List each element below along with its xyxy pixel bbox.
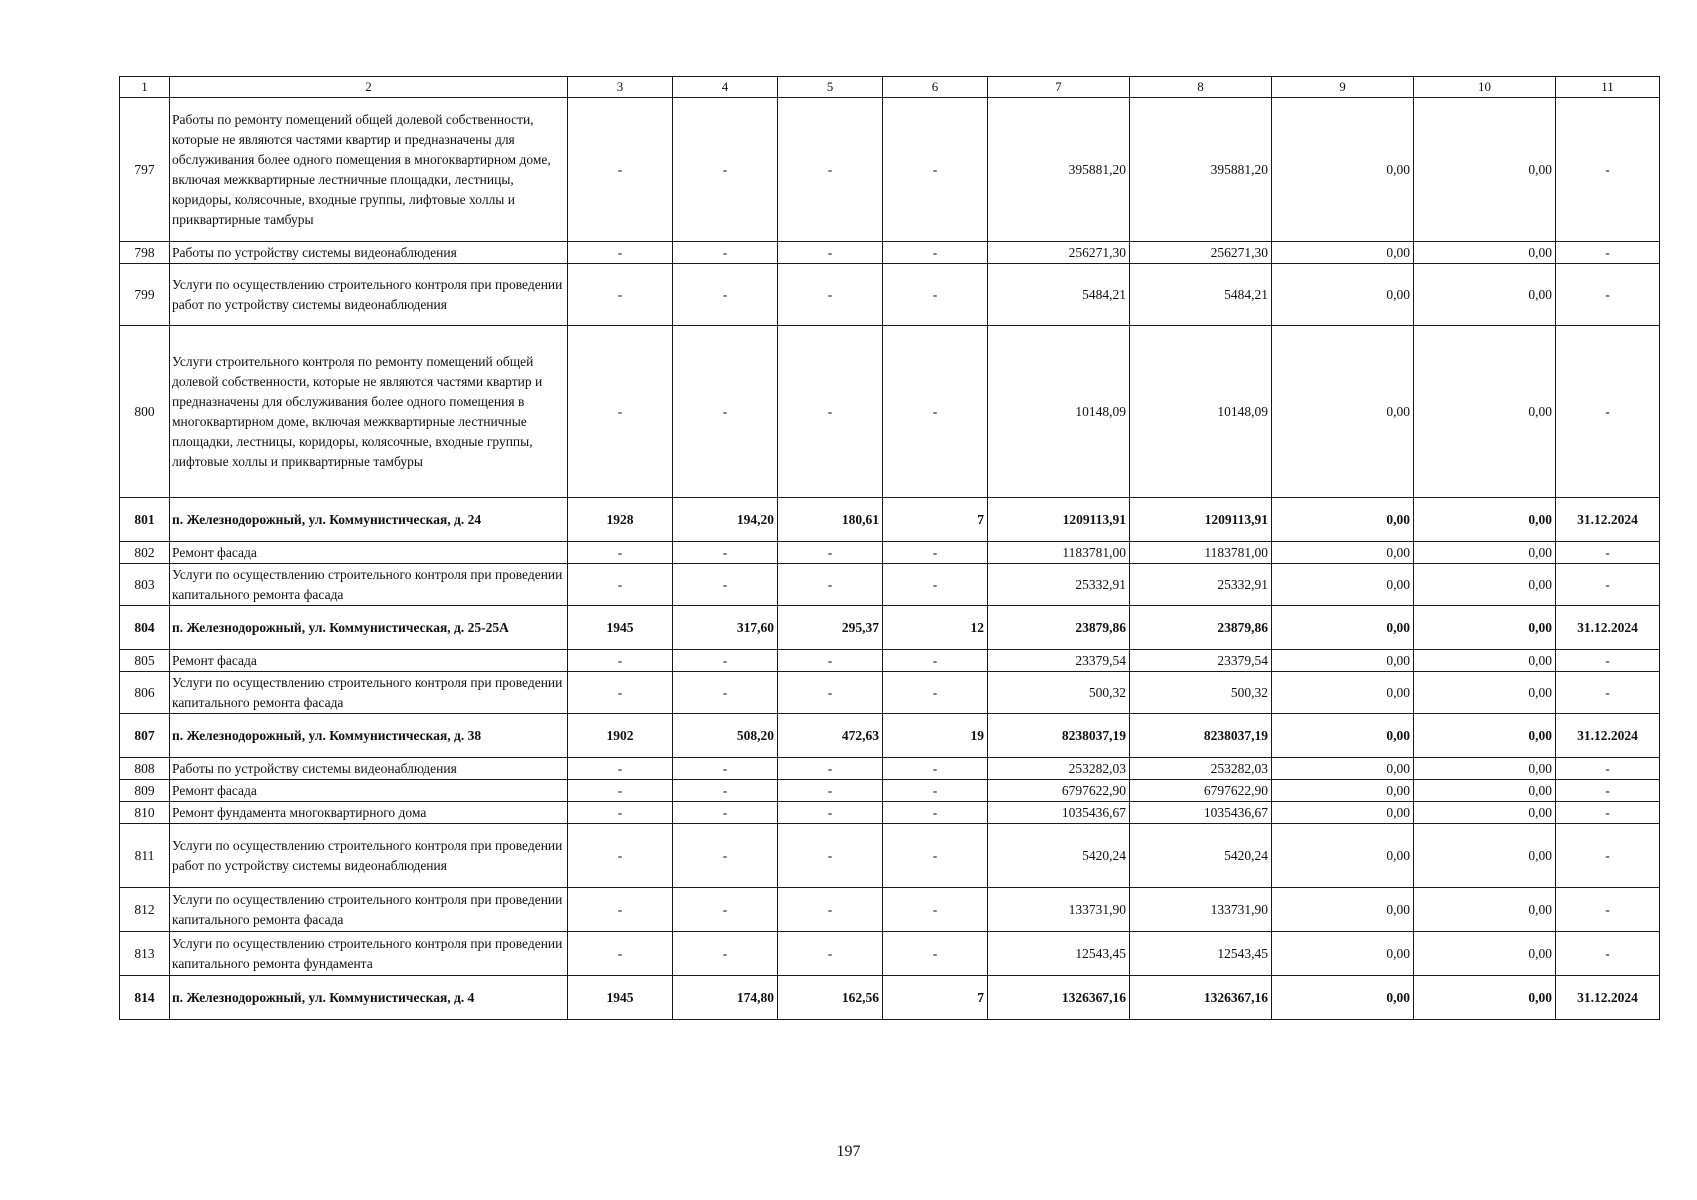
row-number: 809 [120, 780, 170, 802]
cell-col6: - [883, 650, 988, 672]
cell-col11: - [1556, 98, 1660, 242]
cell-col4: - [673, 758, 778, 780]
cell-col4: 194,20 [673, 498, 778, 542]
table-row [120, 98, 1660, 242]
column-header: 7 [988, 77, 1130, 98]
cell-col10: 0,00 [1414, 824, 1556, 888]
table-row [120, 758, 1660, 780]
address-name: п. Железнодорожный, ул. Коммунистическая, д. 25-25А [170, 606, 568, 650]
cell-col4: - [673, 242, 778, 264]
cell-col9: 0,00 [1272, 564, 1414, 606]
cell-col10: 0,00 [1414, 98, 1556, 242]
cell-col10: 0,00 [1414, 780, 1556, 802]
cell-col10: 0,00 [1414, 758, 1556, 780]
column-header: 9 [1272, 77, 1414, 98]
table-row [120, 672, 1660, 714]
cell-col8: 1183781,00 [1130, 542, 1272, 564]
address-name: п. Железнодорожный, ул. Коммунистическая, д. 4 [170, 976, 568, 1020]
row-number: 813 [120, 932, 170, 976]
cell-col6: 12 [883, 606, 988, 650]
cell-col5: - [778, 780, 883, 802]
cell-col11: - [1556, 802, 1660, 824]
cell-col7: 6797622,90 [988, 780, 1130, 802]
cell-col5: - [778, 542, 883, 564]
cell-col3: 1945 [568, 606, 673, 650]
cell-col9: 0,00 [1272, 824, 1414, 888]
cell-col7: 500,32 [988, 672, 1130, 714]
cell-col5: - [778, 758, 883, 780]
cell-col10: 0,00 [1414, 714, 1556, 758]
cell-col11: - [1556, 326, 1660, 498]
works-table [119, 76, 1660, 1020]
table-row [120, 542, 1660, 564]
cell-col7: 253282,03 [988, 758, 1130, 780]
column-header: 6 [883, 77, 988, 98]
cell-col7: 1183781,00 [988, 542, 1130, 564]
work-name: Услуги по осуществлению строительного контроля при проведении капитального ремонта фасада [170, 564, 568, 606]
cell-col9: 0,00 [1272, 758, 1414, 780]
cell-col3: - [568, 824, 673, 888]
cell-col8: 5420,24 [1130, 824, 1272, 888]
work-name: Работы по устройству системы видеонаблюдения [170, 242, 568, 264]
cell-col6: - [883, 672, 988, 714]
cell-col11: - [1556, 780, 1660, 802]
cell-col3: 1902 [568, 714, 673, 758]
cell-col11: - [1556, 242, 1660, 264]
cell-col8: 395881,20 [1130, 98, 1272, 242]
cell-col5: - [778, 824, 883, 888]
cell-col8: 10148,09 [1130, 326, 1272, 498]
cell-col9: 0,00 [1272, 326, 1414, 498]
row-number: 800 [120, 326, 170, 498]
cell-col10: 0,00 [1414, 498, 1556, 542]
cell-col7: 5484,21 [988, 264, 1130, 326]
cell-col8: 6797622,90 [1130, 780, 1272, 802]
column-header: 2 [170, 77, 568, 98]
cell-col8: 1035436,67 [1130, 802, 1272, 824]
column-number-row [120, 77, 1660, 98]
row-number: 799 [120, 264, 170, 326]
cell-col10: 0,00 [1414, 802, 1556, 824]
cell-col7: 133731,90 [988, 888, 1130, 932]
cell-col3: - [568, 242, 673, 264]
cell-col4: - [673, 888, 778, 932]
table-row [120, 650, 1660, 672]
column-header: 11 [1556, 77, 1660, 98]
column-header: 1 [120, 77, 170, 98]
column-header: 8 [1130, 77, 1272, 98]
table-row-address [120, 498, 1660, 542]
cell-col6: 19 [883, 714, 988, 758]
cell-col8: 25332,91 [1130, 564, 1272, 606]
cell-col8: 1326367,16 [1130, 976, 1272, 1020]
table-row [120, 932, 1660, 976]
cell-col3: - [568, 932, 673, 976]
page-number: 197 [836, 1143, 861, 1160]
cell-col11: 31.12.2024 [1556, 606, 1660, 650]
work-name: Услуги по осуществлению строительного контроля при проведении капитального ремонта фасада [170, 672, 568, 714]
row-number: 808 [120, 758, 170, 780]
address-name: п. Железнодорожный, ул. Коммунистическая, д. 38 [170, 714, 568, 758]
work-name: Услуги по осуществлению строительного контроля при проведении работ по устройству системы видеонаблюдения [170, 264, 568, 326]
cell-col3: - [568, 758, 673, 780]
cell-col6: - [883, 802, 988, 824]
column-header: 3 [568, 77, 673, 98]
cell-col11: - [1556, 650, 1660, 672]
cell-col6: 7 [883, 976, 988, 1020]
cell-col9: 0,00 [1272, 606, 1414, 650]
row-number: 806 [120, 672, 170, 714]
cell-col11: - [1556, 264, 1660, 326]
cell-col9: 0,00 [1272, 650, 1414, 672]
row-number: 810 [120, 802, 170, 824]
cell-col9: 0,00 [1272, 98, 1414, 242]
cell-col3: 1928 [568, 498, 673, 542]
cell-col7: 1209113,91 [988, 498, 1130, 542]
cell-col8: 23379,54 [1130, 650, 1272, 672]
cell-col9: 0,00 [1272, 672, 1414, 714]
cell-col8: 23879,86 [1130, 606, 1272, 650]
cell-col8: 133731,90 [1130, 888, 1272, 932]
work-name: Услуги строительного контроля по ремонту помещений общей долевой собственности, которые не являются частями квартир и предназначены для обслуживания более одного помещения в многоквартирном доме, включая межквартирные лестничные площадки, лестницы, коридоры, колясочные, входные группы, лифтовые холлы и приквартирные тамбуры [170, 326, 568, 498]
row-number: 804 [120, 606, 170, 650]
table-row [120, 780, 1660, 802]
cell-col10: 0,00 [1414, 242, 1556, 264]
cell-col6: - [883, 564, 988, 606]
cell-col5: 472,63 [778, 714, 883, 758]
cell-col5: - [778, 932, 883, 976]
cell-col11: - [1556, 542, 1660, 564]
cell-col5: - [778, 242, 883, 264]
cell-col6: - [883, 242, 988, 264]
cell-col9: 0,00 [1272, 498, 1414, 542]
cell-col5: 162,56 [778, 976, 883, 1020]
table-row-address [120, 606, 1660, 650]
table-row [120, 824, 1660, 888]
cell-col4: - [673, 326, 778, 498]
cell-col8: 5484,21 [1130, 264, 1272, 326]
cell-col4: 317,60 [673, 606, 778, 650]
cell-col4: - [673, 564, 778, 606]
cell-col5: - [778, 888, 883, 932]
cell-col3: - [568, 98, 673, 242]
row-number: 811 [120, 824, 170, 888]
cell-col9: 0,00 [1272, 888, 1414, 932]
cell-col8: 500,32 [1130, 672, 1272, 714]
work-name: Работы по ремонту помещений общей долевой собственности, которые не являются частями квартир и предназначены для обслуживания более одного помещения в многоквартирном доме, включая межквартирные лестничные площадки, лестницы, коридоры, колясочные, входные группы, лифтовые холлы и приквартирные тамбуры [170, 98, 568, 242]
cell-col4: - [673, 802, 778, 824]
cell-col3: - [568, 650, 673, 672]
work-name: Услуги по осуществлению строительного контроля при проведении капитального ремонта фасада [170, 888, 568, 932]
cell-col6: - [883, 98, 988, 242]
cell-col6: - [883, 542, 988, 564]
cell-col5: - [778, 650, 883, 672]
table-row [120, 564, 1660, 606]
cell-col9: 0,00 [1272, 242, 1414, 264]
cell-col9: 0,00 [1272, 264, 1414, 326]
cell-col3: - [568, 802, 673, 824]
row-number: 812 [120, 888, 170, 932]
cell-col7: 395881,20 [988, 98, 1130, 242]
cell-col7: 10148,09 [988, 326, 1130, 498]
cell-col9: 0,00 [1272, 780, 1414, 802]
cell-col8: 8238037,19 [1130, 714, 1272, 758]
cell-col4: - [673, 650, 778, 672]
column-header: 5 [778, 77, 883, 98]
cell-col5: - [778, 264, 883, 326]
cell-col3: - [568, 564, 673, 606]
cell-col3: - [568, 326, 673, 498]
cell-col6: - [883, 758, 988, 780]
cell-col8: 12543,45 [1130, 932, 1272, 976]
cell-col10: 0,00 [1414, 264, 1556, 326]
table-row-address [120, 976, 1660, 1020]
cell-col3: 1945 [568, 976, 673, 1020]
row-number: 797 [120, 98, 170, 242]
work-name: Работы по устройству системы видеонаблюдения [170, 758, 568, 780]
cell-col4: - [673, 542, 778, 564]
cell-col10: 0,00 [1414, 888, 1556, 932]
table-row [120, 802, 1660, 824]
cell-col3: - [568, 672, 673, 714]
cell-col11: - [1556, 932, 1660, 976]
table-row [120, 326, 1660, 498]
cell-col10: 0,00 [1414, 672, 1556, 714]
cell-col5: - [778, 326, 883, 498]
cell-col3: - [568, 264, 673, 326]
row-number: 798 [120, 242, 170, 264]
cell-col4: 508,20 [673, 714, 778, 758]
cell-col9: 0,00 [1272, 714, 1414, 758]
cell-col10: 0,00 [1414, 650, 1556, 672]
cell-col4: - [673, 932, 778, 976]
row-number: 805 [120, 650, 170, 672]
cell-col11: - [1556, 758, 1660, 780]
cell-col11: - [1556, 564, 1660, 606]
cell-col3: - [568, 888, 673, 932]
work-name: Ремонт фасада [170, 650, 568, 672]
table-row [120, 242, 1660, 264]
cell-col6: 7 [883, 498, 988, 542]
cell-col11: - [1556, 672, 1660, 714]
cell-col4: 174,80 [673, 976, 778, 1020]
cell-col9: 0,00 [1272, 932, 1414, 976]
work-name: Услуги по осуществлению строительного контроля при проведении капитального ремонта фундамента [170, 932, 568, 976]
work-name: Ремонт фасада [170, 542, 568, 564]
cell-col6: - [883, 932, 988, 976]
cell-col10: 0,00 [1414, 564, 1556, 606]
cell-col10: 0,00 [1414, 542, 1556, 564]
row-number: 814 [120, 976, 170, 1020]
cell-col9: 0,00 [1272, 976, 1414, 1020]
cell-col3: - [568, 542, 673, 564]
work-name: Ремонт фасада [170, 780, 568, 802]
cell-col4: - [673, 264, 778, 326]
cell-col5: - [778, 564, 883, 606]
cell-col6: - [883, 888, 988, 932]
cell-col5: 180,61 [778, 498, 883, 542]
table-row [120, 888, 1660, 932]
cell-col11: - [1556, 824, 1660, 888]
cell-col11: 31.12.2024 [1556, 976, 1660, 1020]
cell-col7: 256271,30 [988, 242, 1130, 264]
cell-col7: 5420,24 [988, 824, 1130, 888]
cell-col11: 31.12.2024 [1556, 714, 1660, 758]
column-header: 4 [673, 77, 778, 98]
cell-col10: 0,00 [1414, 606, 1556, 650]
cell-col8: 253282,03 [1130, 758, 1272, 780]
cell-col7: 8238037,19 [988, 714, 1130, 758]
cell-col9: 0,00 [1272, 542, 1414, 564]
cell-col5: - [778, 98, 883, 242]
table-row [120, 264, 1660, 326]
cell-col9: 0,00 [1272, 802, 1414, 824]
table-row-address [120, 714, 1660, 758]
cell-col8: 1209113,91 [1130, 498, 1272, 542]
cell-col6: - [883, 264, 988, 326]
work-name: Ремонт фундамента многоквартирного дома [170, 802, 568, 824]
cell-col7: 23379,54 [988, 650, 1130, 672]
cell-col7: 1326367,16 [988, 976, 1130, 1020]
cell-col3: - [568, 780, 673, 802]
cell-col7: 12543,45 [988, 932, 1130, 976]
cell-col6: - [883, 824, 988, 888]
cell-col7: 23879,86 [988, 606, 1130, 650]
cell-col10: 0,00 [1414, 932, 1556, 976]
cell-col11: 31.12.2024 [1556, 498, 1660, 542]
cell-col4: - [673, 824, 778, 888]
cell-col4: - [673, 780, 778, 802]
cell-col6: - [883, 326, 988, 498]
row-number: 807 [120, 714, 170, 758]
work-name: Услуги по осуществлению строительного контроля при проведении работ по устройству системы видеонаблюдения [170, 824, 568, 888]
row-number: 801 [120, 498, 170, 542]
cell-col6: - [883, 780, 988, 802]
column-header: 10 [1414, 77, 1556, 98]
cell-col4: - [673, 672, 778, 714]
cell-col5: - [778, 802, 883, 824]
cell-col5: - [778, 672, 883, 714]
row-number: 802 [120, 542, 170, 564]
address-name: п. Железнодорожный, ул. Коммунистическая, д. 24 [170, 498, 568, 542]
cell-col10: 0,00 [1414, 976, 1556, 1020]
cell-col4: - [673, 98, 778, 242]
row-number: 803 [120, 564, 170, 606]
cell-col10: 0,00 [1414, 326, 1556, 498]
cell-col5: 295,37 [778, 606, 883, 650]
cell-col7: 25332,91 [988, 564, 1130, 606]
cell-col7: 1035436,67 [988, 802, 1130, 824]
cell-col11: - [1556, 888, 1660, 932]
cell-col8: 256271,30 [1130, 242, 1272, 264]
